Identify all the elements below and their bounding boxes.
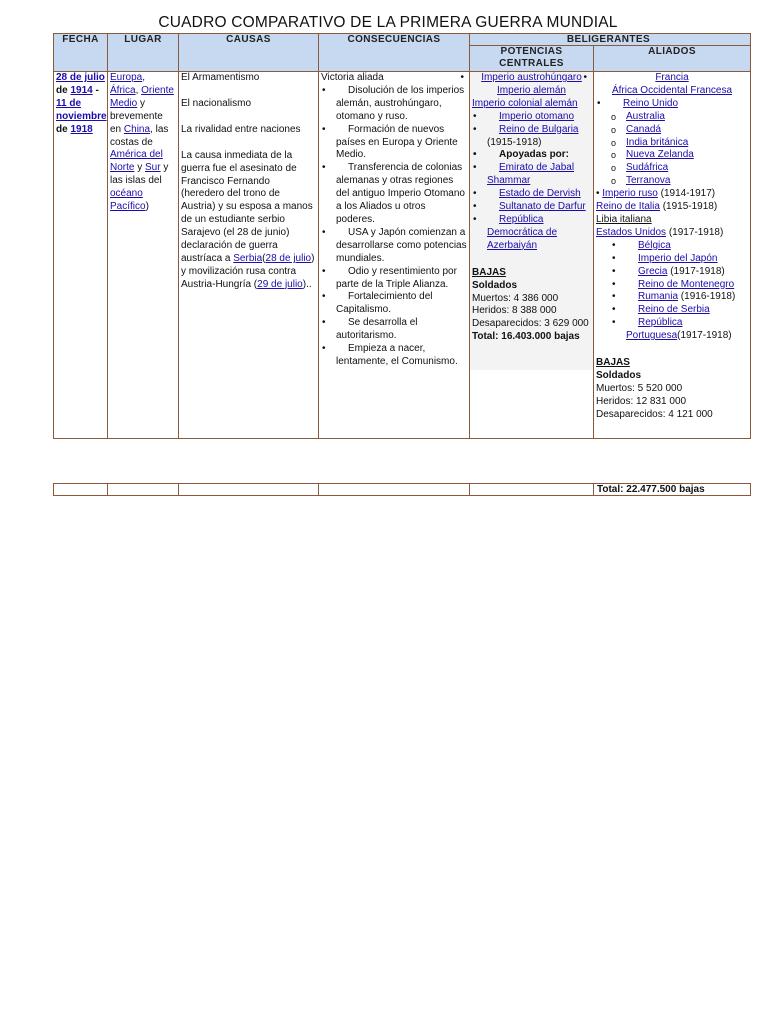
aliados-total: Total: 22.477.500 bajas bbox=[594, 484, 751, 496]
link-reino-serbia[interactable]: Reino de Serbia bbox=[638, 304, 710, 316]
link-imperio-austrohungaro[interactable]: Imperio austrohúngaro bbox=[481, 72, 582, 83]
link-terranova[interactable]: Terranova bbox=[626, 175, 671, 187]
aliado-serbia bbox=[611, 304, 748, 317]
link-29-julio[interactable]: 29 de julio bbox=[257, 278, 303, 290]
consecuencia-item: • Fortalecimiento del Capitalismo. bbox=[321, 291, 467, 317]
consecuencias-cell bbox=[319, 72, 470, 439]
potencias-bajas-heading: BAJAS bbox=[472, 266, 506, 278]
link-francia[interactable]: Francia bbox=[655, 72, 689, 83]
link-28-julio-causa[interactable]: 28 de julio bbox=[265, 252, 312, 264]
link-reino-bulgaria[interactable]: Reino de Bulgaria bbox=[499, 123, 579, 135]
link-imperio-colonial-aleman[interactable]: Imperio colonial alemán bbox=[472, 97, 578, 109]
link-reino-italia[interactable]: Reino de Italia bbox=[596, 201, 660, 213]
aliados-cell bbox=[594, 72, 751, 439]
link-1918[interactable]: 1918 bbox=[70, 123, 93, 135]
aliados-desaparecidos: Desaparecidos: 4 121 000 bbox=[596, 408, 713, 420]
header-causas: CAUSAS bbox=[179, 34, 319, 72]
aliado-japon bbox=[611, 253, 748, 266]
aliados-muertos: Muertos: 5 520 000 bbox=[596, 382, 683, 394]
potencia-dervish bbox=[472, 188, 591, 201]
link-oceano-pacifico[interactable]: océano Pacífico bbox=[110, 188, 146, 213]
link-imperio-ruso[interactable]: Imperio ruso bbox=[602, 188, 658, 200]
link-africa-occidental-francesa[interactable]: África Occidental Francesa bbox=[611, 84, 733, 96]
lugar-text-1: , bbox=[142, 72, 146, 83]
aliado-reino-unido bbox=[596, 98, 748, 111]
link-rumania[interactable]: Rumania bbox=[638, 291, 679, 303]
victoria-aliada-text: Victoria aliada bbox=[321, 72, 384, 83]
aliados-reino-unido-list bbox=[596, 98, 748, 111]
link-imperio-otomano[interactable]: Imperio otomano bbox=[499, 110, 575, 122]
aliado-belgica bbox=[611, 240, 748, 253]
aliado-francia bbox=[596, 72, 748, 85]
consecuencia-victoria: Victoria aliada • bbox=[321, 72, 464, 83]
potencias-total: Total: 16.403.000 bajas bbox=[472, 331, 580, 343]
consecuencia-item: • Se desarrolla el autoritarismo. bbox=[321, 317, 467, 343]
comparison-table bbox=[53, 33, 751, 439]
fecha-sep: - bbox=[92, 84, 99, 96]
ruso-years: (1914-1917) bbox=[657, 188, 716, 200]
link-11-noviembre[interactable]: 11 de noviembre bbox=[56, 97, 107, 122]
link-reino-unido[interactable]: Reino Unido bbox=[623, 97, 679, 109]
potencia-colonial bbox=[472, 98, 591, 111]
aliado-grecia bbox=[611, 266, 748, 279]
consecuencia-item: • Transferencia de colonias alemanas y otras regiones del antiguo Imperio Otomano a los Aliados u otros poderes. bbox=[321, 162, 467, 227]
potencias-list bbox=[470, 72, 593, 370]
fecha-cell bbox=[54, 72, 108, 439]
link-emirato-jabal-shammar[interactable]: Emirato de Jabal Shammar bbox=[487, 162, 575, 187]
page-title: CUADRO COMPARATIVO DE LA PRIMERA GUERRA MUNDIAL bbox=[158, 14, 618, 31]
portugal-years: (1917-1918) bbox=[677, 330, 732, 342]
link-estados-unidos[interactable]: Estados Unidos bbox=[596, 226, 667, 238]
dominio-item bbox=[626, 175, 748, 188]
totals-row-table bbox=[53, 483, 751, 496]
dominio-item bbox=[626, 124, 748, 137]
aliados-heridos: Heridos: 12 831 000 bbox=[596, 395, 687, 407]
reino-unido-dominios bbox=[596, 111, 748, 188]
eeuu-years: (1917-1918) bbox=[666, 226, 724, 238]
link-republica-portuguesa[interactable]: República Portuguesa bbox=[626, 317, 683, 342]
potencias-muertos: Muertos: 4 386 000 bbox=[472, 292, 559, 304]
header-consecuencias: CONSECUENCIAS bbox=[319, 34, 470, 72]
rumania-years: (1916-1918) bbox=[678, 291, 736, 303]
lugar-text-2: , bbox=[135, 84, 142, 96]
potencia-jabal bbox=[472, 162, 591, 188]
link-sudafrica[interactable]: Sudáfrica bbox=[626, 162, 669, 174]
potencia-bulgaria bbox=[472, 124, 591, 150]
link-sultanato-darfur[interactable]: Sultanato de Darfur bbox=[499, 201, 586, 213]
potencias-bullets bbox=[472, 111, 591, 253]
link-sur[interactable]: Sur bbox=[145, 162, 161, 174]
potencias-soldados: Soldados bbox=[472, 279, 518, 291]
apoyadas-por: • Apoyadas por: bbox=[472, 149, 591, 162]
dominio-item bbox=[626, 137, 748, 150]
link-america-norte[interactable]: América del Norte bbox=[110, 149, 163, 174]
consecuencia-item: • Empieza a nacer, lentamente, el Comunismo. bbox=[321, 343, 467, 369]
potencias-heridos: Heridos: 8 388 000 bbox=[472, 305, 557, 317]
causa-armamentismo: El Armamentismo bbox=[181, 72, 260, 83]
lugar-cell bbox=[108, 72, 179, 439]
link-india-britanica[interactable]: India británica bbox=[626, 136, 689, 148]
foot-empty-5 bbox=[470, 484, 594, 496]
aliado-portugal bbox=[611, 317, 748, 343]
fecha-de-2: de bbox=[56, 123, 71, 135]
lugar-text-3: y brevemente en bbox=[110, 97, 163, 135]
potencia-darfur bbox=[472, 201, 591, 214]
dominio-item bbox=[626, 111, 748, 124]
link-28-julio[interactable]: 28 de julio bbox=[56, 72, 105, 83]
causas-cell bbox=[179, 72, 319, 439]
link-canada[interactable]: Canadá bbox=[626, 123, 662, 135]
italia-years: (1915-1918) bbox=[659, 201, 718, 213]
potencia-aleman bbox=[472, 85, 591, 98]
consecuencia-item: • USA y Japón comienzan a desarrollarse como potencias mundiales. bbox=[321, 227, 467, 266]
consecuencia-item: • Disolución de los imperios alemán, austrohúngaro, otomano y ruso. bbox=[321, 85, 467, 124]
lugar-text-7: ) bbox=[145, 201, 149, 213]
header-fecha: FECHA bbox=[54, 34, 108, 72]
aliados-soldados: Soldados bbox=[596, 369, 642, 381]
lugar-text-4: , las costas de bbox=[110, 123, 169, 148]
link-europa[interactable]: Europa bbox=[110, 72, 143, 83]
aliados-otros-list bbox=[596, 240, 748, 343]
causa-inmediata bbox=[181, 150, 316, 292]
aliado-ruso: • Imperio ruso (1914-1917) bbox=[596, 188, 716, 200]
lugar-text-6: y las islas del bbox=[110, 162, 169, 187]
foot-empty-1 bbox=[54, 484, 108, 496]
grecia-years: (1917-1918) bbox=[667, 265, 725, 277]
dominio-item bbox=[626, 149, 748, 162]
fecha-de-1: de bbox=[56, 84, 71, 96]
aliado-eeuu bbox=[596, 227, 748, 240]
link-china[interactable]: China bbox=[123, 123, 151, 135]
link-reino-montenegro[interactable]: Reino de Montenegro bbox=[638, 278, 735, 290]
header-aliados: ALIADOS bbox=[594, 46, 751, 72]
link-oriente-medio[interactable]: Oriente Medio bbox=[110, 84, 174, 109]
consecuencias-list bbox=[321, 85, 467, 369]
lugar-text-5: y bbox=[134, 162, 146, 174]
aliados-bajas-heading: BAJAS bbox=[596, 357, 630, 369]
foot-empty-3 bbox=[179, 484, 319, 496]
link-imperio-aleman[interactable]: Imperio alemán bbox=[497, 84, 566, 96]
dominio-item bbox=[626, 162, 748, 175]
link-australia[interactable]: Australia bbox=[626, 110, 665, 122]
foot-empty-2 bbox=[108, 484, 179, 496]
causa-rivalidad: La rivalidad entre naciones bbox=[181, 123, 301, 135]
causa-inmediata-text-2: ) y movilización rusa contra Austria-Hungría ( bbox=[181, 252, 315, 290]
causa-paren: ( bbox=[262, 252, 266, 264]
header-potencias-centrales: POTENCIAS CENTRALES bbox=[470, 46, 594, 72]
potencias-cell bbox=[470, 72, 594, 439]
link-belgica[interactable]: Bélgica bbox=[638, 239, 671, 251]
link-grecia[interactable]: Grecia bbox=[638, 265, 668, 277]
consecuencia-item: • Odio y resentimiento por parte de la Triple Alianza. bbox=[321, 266, 467, 292]
causa-inmediata-text-1: La causa inmediata de la guerra fue el asesinato de Francisco Fernando (heredero del trono de Austria) y su esposa a manos de un estudiante serbio Sarajevo (el 28 de junio) declaración de guerra austríaca a bbox=[181, 149, 313, 264]
header-lugar: LUGAR bbox=[108, 34, 179, 72]
consecuencia-item: • Formación de nuevos países en Europa y Oriente Medio. bbox=[321, 124, 467, 163]
link-nueva-zelanda[interactable]: Nueva Zelanda bbox=[626, 149, 694, 161]
bulgaria-years: (1915-1918) bbox=[487, 136, 542, 148]
link-republica-azerbaiyan[interactable]: República Democrática de Azerbaiyán bbox=[487, 213, 558, 251]
header-beligerantes: BELIGERANTES bbox=[470, 34, 751, 46]
libia-italiana: Libia italiana bbox=[596, 213, 652, 225]
aliado-montenegro bbox=[611, 279, 748, 292]
potencias-desaparecidos: Desaparecidos: 3 629 000 bbox=[472, 318, 589, 330]
link-imperio-japon[interactable]: Imperio del Japón bbox=[638, 252, 718, 264]
link-serbia[interactable]: Serbia bbox=[233, 252, 263, 264]
aliado-africa-occidental bbox=[596, 85, 748, 98]
foot-empty-4 bbox=[319, 484, 470, 496]
link-africa[interactable]: África bbox=[110, 84, 136, 96]
link-1914[interactable]: 1914 bbox=[70, 84, 93, 96]
potencia-otomano bbox=[472, 111, 591, 124]
potencia-azerbaiyan bbox=[472, 214, 591, 253]
aliado-libia bbox=[596, 214, 748, 227]
causa-inmediata-text-3: ).. bbox=[302, 278, 312, 290]
aliado-italia bbox=[596, 201, 748, 214]
link-estado-dervish[interactable]: Estado de Dervish bbox=[499, 188, 581, 200]
potencia-austro: Imperio austrohúngaro • bbox=[481, 72, 587, 83]
aliado-rumania bbox=[611, 291, 748, 304]
causa-nacionalismo: El nacionalismo bbox=[181, 97, 252, 109]
